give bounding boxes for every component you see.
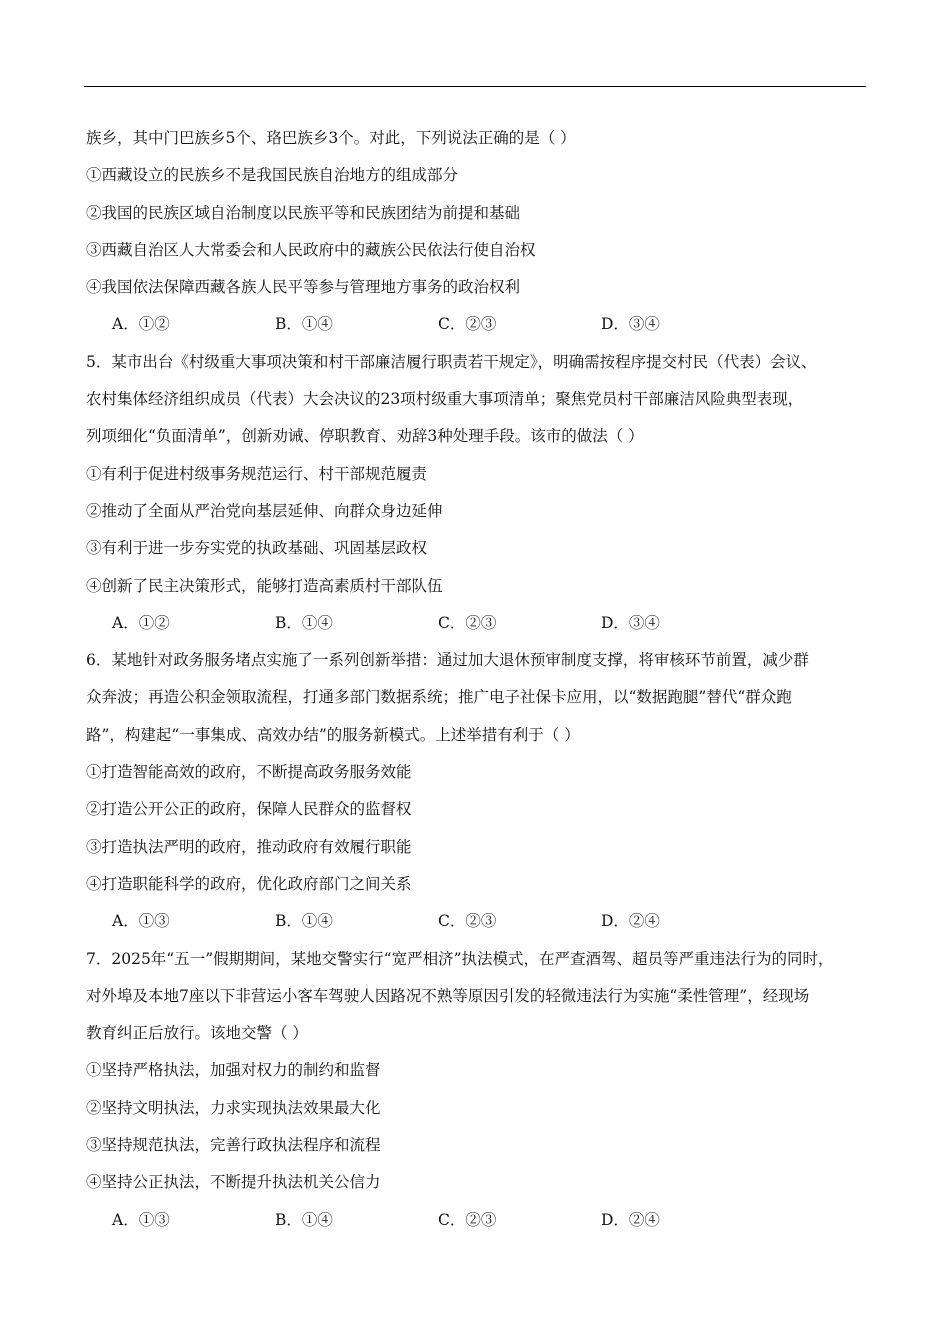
text-line: 众奔波；再造公积金领取流程，打通多部门数据系统；推广电子社保卡应用，以“数据跑腿”替代“群众跑 [86,688,792,707]
header-rule [84,86,866,87]
answer-option: C．②③ [438,912,497,931]
answer-option: D．②④ [601,912,660,931]
text-line: 农村集体经济组织成员（代表）大会决议的23项村级重大事项清单；聚焦党员村干部廉洁风险典型表现， [86,390,804,409]
answer-options [86,306,866,343]
text-line: ①西藏设立的民族乡不是我国民族自治地方的组成部分 [86,166,459,185]
answer-option: B．①④ [275,613,333,632]
text-line: 6．某地针对政务服务堵点实施了一系列创新举措：通过加大退休预审制度支撑，将审核环节前置，减少群 [86,651,809,670]
answer-option: C．②③ [438,315,497,334]
text-line: ④创新了民主决策形式，能够打造高素质村干部队伍 [86,576,443,595]
text-line: ②推动了全面从严治党向基层延伸、向群众身边延伸 [86,501,443,520]
text-line: 教育纠正后放行。该地交警（ ） [86,1024,308,1043]
text-line: ②坚持文明执法，力求实现执法效果最大化 [86,1098,381,1117]
answer-options [86,605,866,642]
text-line: ④打造职能科学的政府，优化政府部门之间关系 [86,874,412,893]
answer-options [86,1202,866,1239]
text-line: ②我国的民族区域自治制度以民族平等和民族团结为前提和基础 [86,203,521,222]
text-line: ①坚持严格执法，加强对权力的制约和监督 [86,1061,381,1080]
answer-option: D．③④ [601,315,660,334]
text-line: 列项细化“负面清单”，创新劝诫、停职教育、劝辞3种处理手段。该市的做法（ ） [86,427,644,446]
document-body [86,120,866,1239]
answer-option: A．①② [112,315,170,334]
answer-option: B．①④ [275,912,333,931]
text-line: ③有利于进一步夯实党的执政基础、巩固基层政权 [86,539,428,558]
answer-option: C．②③ [438,1210,497,1229]
text-line: ③打造执法严明的政府，推动政府有效履行职能 [86,837,412,856]
answer-option: A．①③ [112,1210,170,1229]
text-line: ③西藏自治区人大常委会和人民政府中的藏族公民依法行使自治权 [86,240,536,259]
text-line: 族乡，其中门巴族乡5个、珞巴族乡3个。对此，下列说法正确的是（ ） [86,129,576,147]
text-line: 7．2025年“五一”假期期间，某地交警实行“宽严相济”执法模式，在严查酒驾、超员等严重违法行为的同时， [86,949,834,968]
text-line: 路”，构建起“一事集成、高效办结”的服务新模式。上述举措有利于（ ） [86,725,580,744]
answer-options [86,903,866,940]
text-line: 对外埠及本地7座以下非营运小客车驾驶人因路况不熟等原因引发的轻微违法行为实施“柔性管理”，经现场 [86,986,810,1005]
text-line: ④我国依法保障西藏各族人民平等参与管理地方事务的政治权利 [86,278,521,297]
text-line: ①打造智能高效的政府，不断提高政务服务效能 [86,763,412,782]
text-line: 5．某市出台《村级重大事项决策和村干部廉洁履行职责若干规定》，明确需按程序提交村民（代表）会议、 [86,352,817,371]
text-line: ④坚持公正执法，不断提升执法机关公信力 [86,1173,381,1192]
answer-option: D．②④ [601,1210,660,1229]
text-line: ③坚持规范执法，完善行政执法程序和流程 [86,1136,381,1155]
answer-option: C．②③ [438,613,497,632]
text-line: ①有利于促进村级事务规范运行、村干部规范履责 [86,464,428,483]
text-line: ②打造公开公正的政府，保障人民群众的监督权 [86,800,412,819]
answer-option: A．①② [112,613,170,632]
answer-option: A．①③ [112,912,170,931]
answer-option: B．①④ [275,315,333,334]
answer-option: D．③④ [601,613,660,632]
answer-option: B．①④ [275,1210,333,1229]
